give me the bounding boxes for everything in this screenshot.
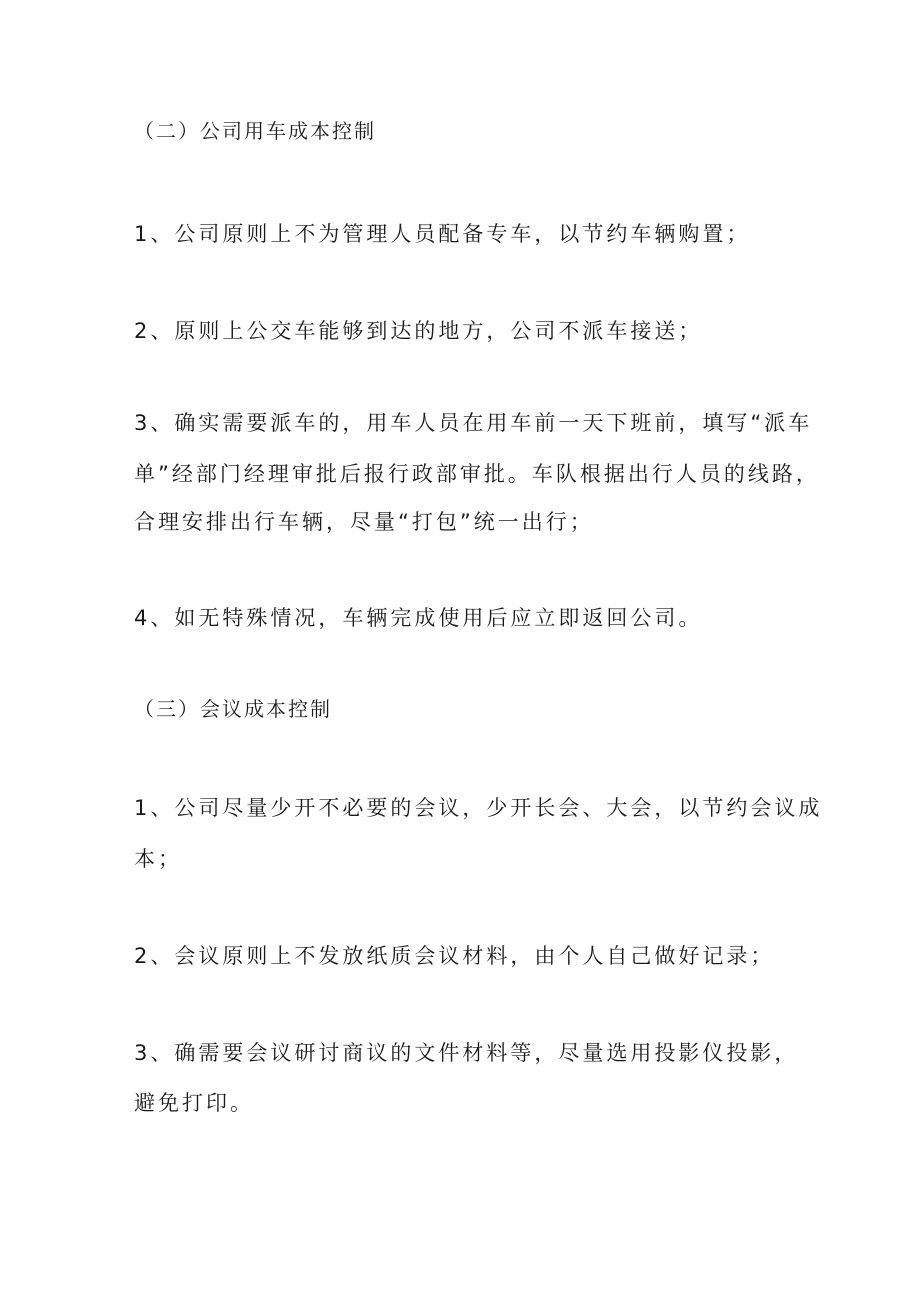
section-heading-meeting-cost: （三）会议成本控制 — [134, 697, 332, 721]
vehicle-rule-3-line-2: 单”经部门经理审批后报行政部审批。车队根据出行人员的线路， — [134, 462, 820, 486]
meeting-rule-1-line-2: 本； — [134, 847, 182, 871]
vehicle-rule-2: 2、原则上公交车能够到达的地方，公司不派车接送； — [134, 319, 703, 343]
vehicle-rule-3-line-1: 3、确实需要派车的，用车人员在用车前一天下班前，填写“派车 — [134, 411, 813, 435]
meeting-rule-3-line-1: 3、确需要会议研讨商议的文件材料等，尽量选用投影仪投影， — [134, 1041, 799, 1065]
meeting-rule-1-line-1: 1、公司尽量少开不必要的会议，少开长会、大会，以节约会议成 — [134, 796, 823, 820]
vehicle-rule-4: 4、如无特殊情况，车辆完成使用后应立即返回公司。 — [134, 606, 703, 630]
vehicle-rule-1: 1、公司原则上不为管理人员配备专车，以节约车辆购置； — [134, 222, 751, 246]
meeting-rule-3-line-2: 避免打印。 — [134, 1091, 254, 1115]
meeting-rule-2: 2、会议原则上不发放纸质会议材料，由个人自己做好记录； — [134, 944, 775, 968]
vehicle-rule-3-line-3: 合理安排出行车辆，尽量“打包”统一出行； — [134, 510, 594, 534]
section-heading-vehicle-cost: （二）公司用车成本控制 — [134, 119, 376, 143]
